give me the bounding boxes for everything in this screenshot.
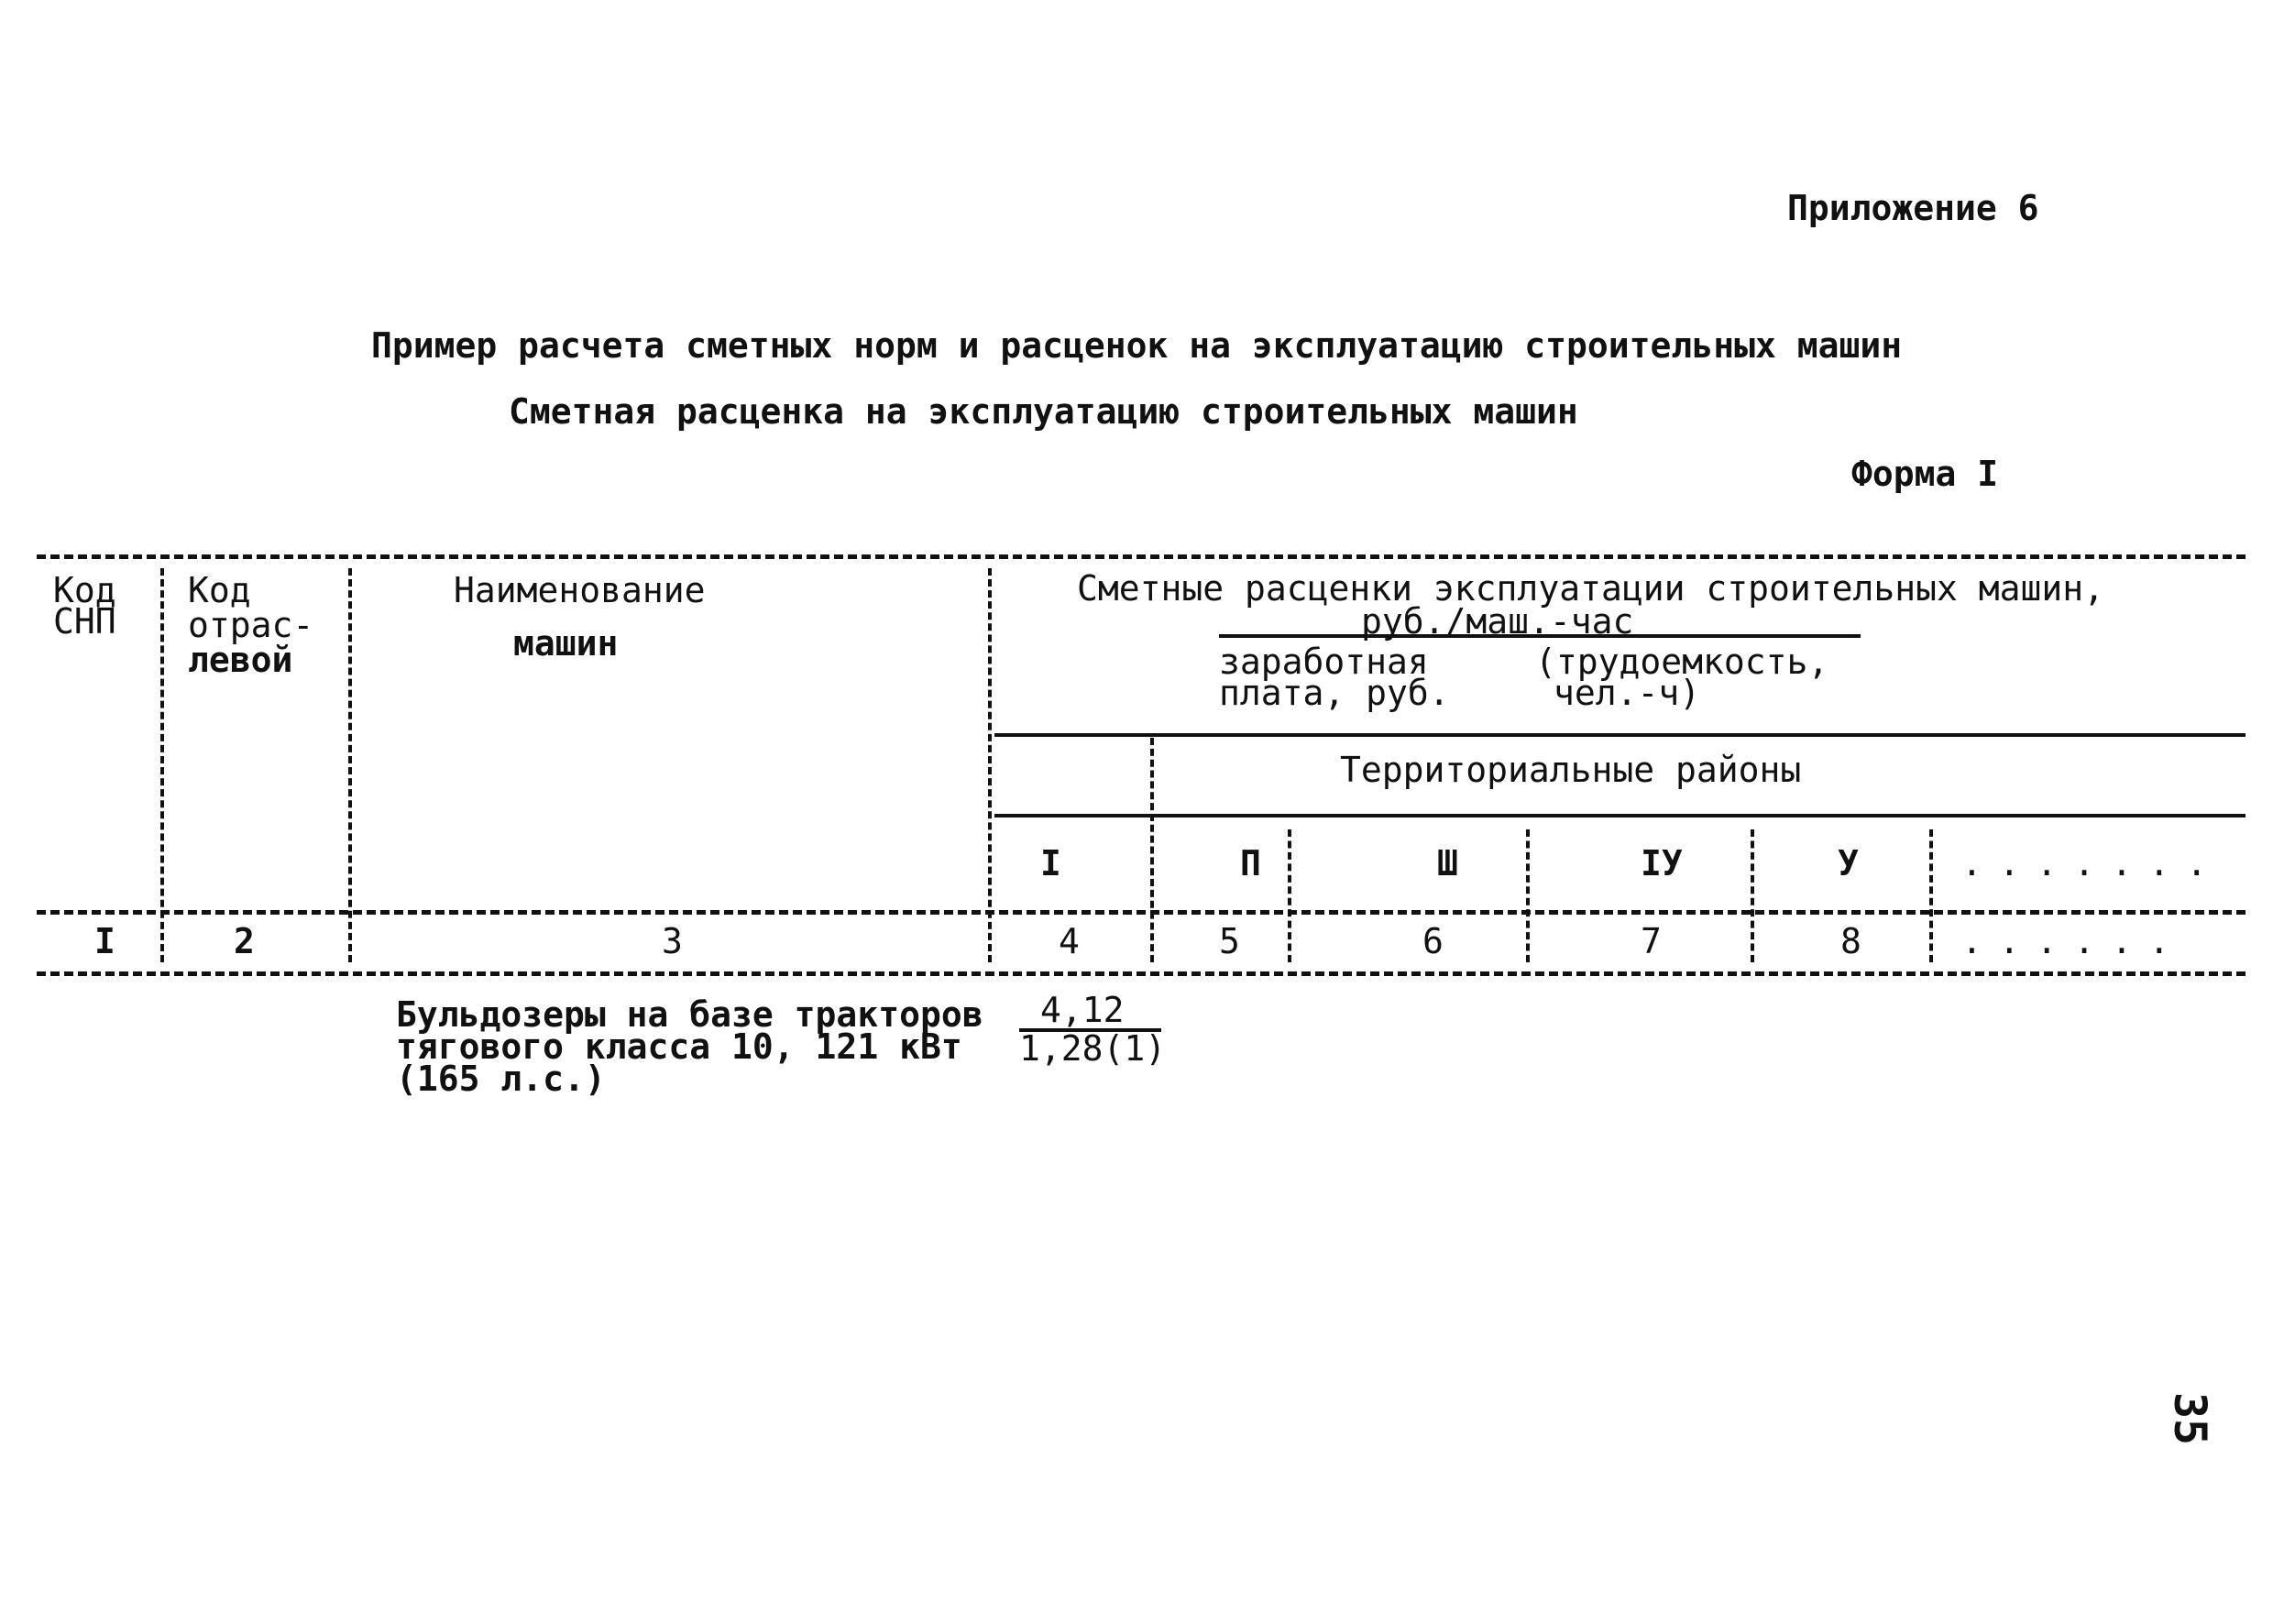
region-more: ....... <box>1961 843 2224 883</box>
document-title: Пример расчета сметных норм и расценок на эксплуатацию строительных машин <box>371 325 1903 366</box>
row-labor: 1,28(1) <box>1019 1028 1167 1069</box>
wage-label-line1: заработная <box>1219 642 1429 682</box>
col-sep-5 <box>1288 829 1291 962</box>
col-sep-8 <box>1929 829 1933 962</box>
col1-header-line2: СНП <box>53 601 116 642</box>
header-bottom-rule <box>37 910 2246 915</box>
region-1: I <box>1040 843 1061 883</box>
wage-label-line2: плата, руб. <box>1219 673 1450 713</box>
col1-header-line1: Код <box>53 570 116 610</box>
region-4: IУ <box>1641 843 1683 883</box>
labor-label-line1: (трудоемкость, <box>1535 642 1829 682</box>
col-sep-1 <box>160 568 164 962</box>
colnum-more: ...... <box>1961 921 2187 961</box>
region-2: П <box>1240 843 1261 883</box>
row-price: 4,12 <box>1040 990 1125 1030</box>
colnum-5: 5 <box>1219 921 1240 961</box>
appendix-label: Приложение 6 <box>1787 188 2039 228</box>
colnum-3: 3 <box>662 921 683 961</box>
region-5: У <box>1838 843 1859 883</box>
labor-label-line2: чел.-ч) <box>1554 673 1701 713</box>
table-top-rule <box>37 554 2246 559</box>
row-name-line3: (165 л.с.) <box>396 1059 606 1099</box>
group-unit: руб./маш.-час <box>1361 601 1634 642</box>
colnum-6: 6 <box>1422 921 1444 961</box>
colnum-4: 4 <box>1059 921 1080 961</box>
document-subtitle: Сметная расценка на эксплуатацию строительных машин <box>509 391 1578 432</box>
colnum-1: I <box>94 921 115 961</box>
colnum-8: 8 <box>1840 921 1861 961</box>
col-sep-7 <box>1751 829 1754 962</box>
col2-header-line1: Код <box>188 570 251 610</box>
numbers-bottom-rule <box>37 971 2246 976</box>
col3-header-line2: машин <box>513 623 619 664</box>
regions-header: Территориальные районы <box>1340 750 1802 790</box>
region-3: Ш <box>1437 843 1458 883</box>
group-divider-rule <box>994 733 2246 737</box>
colnum-7: 7 <box>1641 921 1662 961</box>
page-number: 35 <box>2163 1392 2215 1445</box>
col2-header-line3: левой <box>188 640 293 680</box>
regions-divider-rule <box>994 814 2246 817</box>
col-sep-6 <box>1526 829 1530 962</box>
col2-header-line2: отрас- <box>188 605 314 645</box>
col-sep-4 <box>1150 738 1154 962</box>
form-label: Форма I <box>1851 454 1999 494</box>
row-name-line1: Бульдозеры на базе тракторов <box>396 994 983 1035</box>
row-name-line2: тягового класса 10, 121 кВт <box>396 1026 962 1067</box>
group-header: Сметные расценки эксплуатации строительных машин, <box>1077 568 2105 609</box>
colnum-2: 2 <box>234 921 255 961</box>
col3-header-line1: Наименование <box>454 570 706 610</box>
col-sep-2 <box>348 568 352 962</box>
col-sep-3 <box>988 568 992 962</box>
